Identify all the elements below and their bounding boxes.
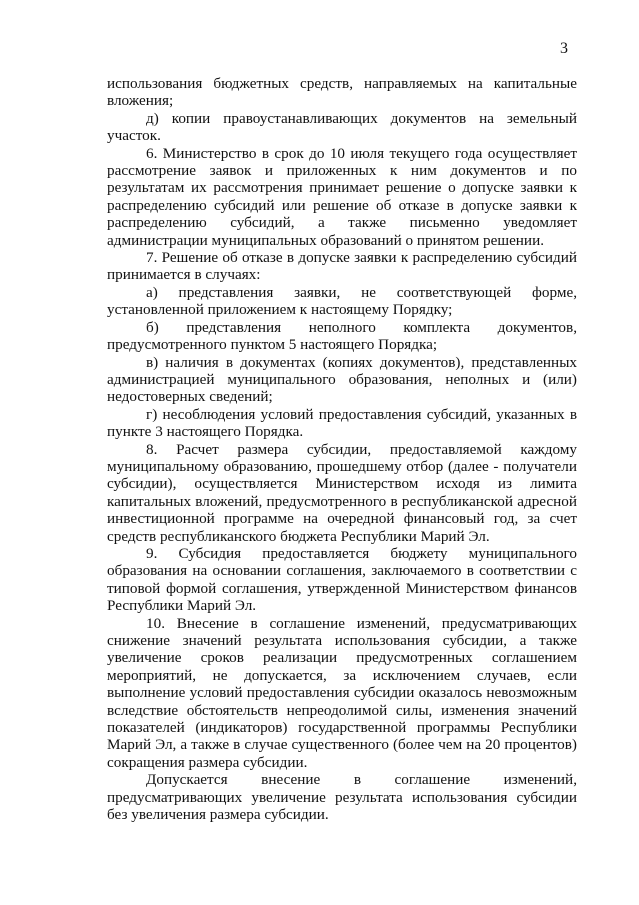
paragraph-7-item-b: б) представления неполного комплекта документов, предусмотренного пунктом 5 настоящего Порядка; <box>107 318 577 354</box>
paragraph-6: 6. Министерство в срок до 10 июля текущего года осуществляет рассмотрение заявок и приложенных к ним документов и по результатам их рассмотрения принимает решение о допуске заявки к распределению субсидий или решение об отказе в допуске заявки к распределению субсидий, а также письменно уведомляет администрации муниципальных образований о принятом решении. <box>107 144 577 249</box>
paragraph-9: 9. Субсидия предоставляется бюджету муниципального образования на основании соглашения, заключаемого в соответствии с типовой формой соглашения, утвержденной Министерством финансов Республики Марий Эл. <box>107 544 577 615</box>
paragraph-7-item-v: в) наличия в документах (копиях документов), представленных администрацией муниципального образования, неполных и (или) недостоверных сведений; <box>107 353 577 406</box>
paragraph-10-addendum: Допускается внесение в соглашение изменений, предусматривающих увеличение результата использования субсидии без увеличения размера субсидии. <box>107 771 577 824</box>
paragraph-item-d: д) копии правоустанавливающих документов на земельный участок. <box>107 109 577 145</box>
paragraph-7-item-g: г) несоблюдения условий предоставления субсидий, указанных в пункте 3 настоящего Порядка. <box>107 405 577 441</box>
document-body <box>107 75 577 823</box>
page-number: 3 <box>560 40 568 57</box>
paragraph-7: 7. Решение об отказе в допуске заявки к распределению субсидий принимается в случаях: <box>107 249 577 284</box>
paragraph-continuation: использования бюджетных средств, направляемых на капитальные вложения; <box>107 75 577 110</box>
paragraph-8: 8. Расчет размера субсидии, предоставляемой каждому муниципальному образованию, прошедшему отбор (далее - получатели субсидии), осуществляется Министерством исходя из лимита капитальных вложений, предусмотренного в республиканской адресной инвестиционной программе на очередной финансовый год, за счет средств республиканского бюджета Республики Марий Эл. <box>107 440 577 545</box>
paragraph-7-item-a: а) представления заявки, не соответствующей форме, установленной приложением к настоящему Порядку; <box>107 283 577 319</box>
paragraph-10: 10. Внесение в соглашение изменений, предусматривающих снижение значений результата использования субсидии, а также увеличение сроков реализации предусмотренных соглашением мероприятий, не допускается, за исключением случаев, если выполнение условий предоставления субсидии оказалось невозможным вследствие обстоятельств непреодолимой силы, изменения значений показателей (индикаторов) государственной программы Республики Марий Эл, а также в случае существенного (более чем на 20 процентов) сокращения размера субсидии. <box>107 614 577 771</box>
